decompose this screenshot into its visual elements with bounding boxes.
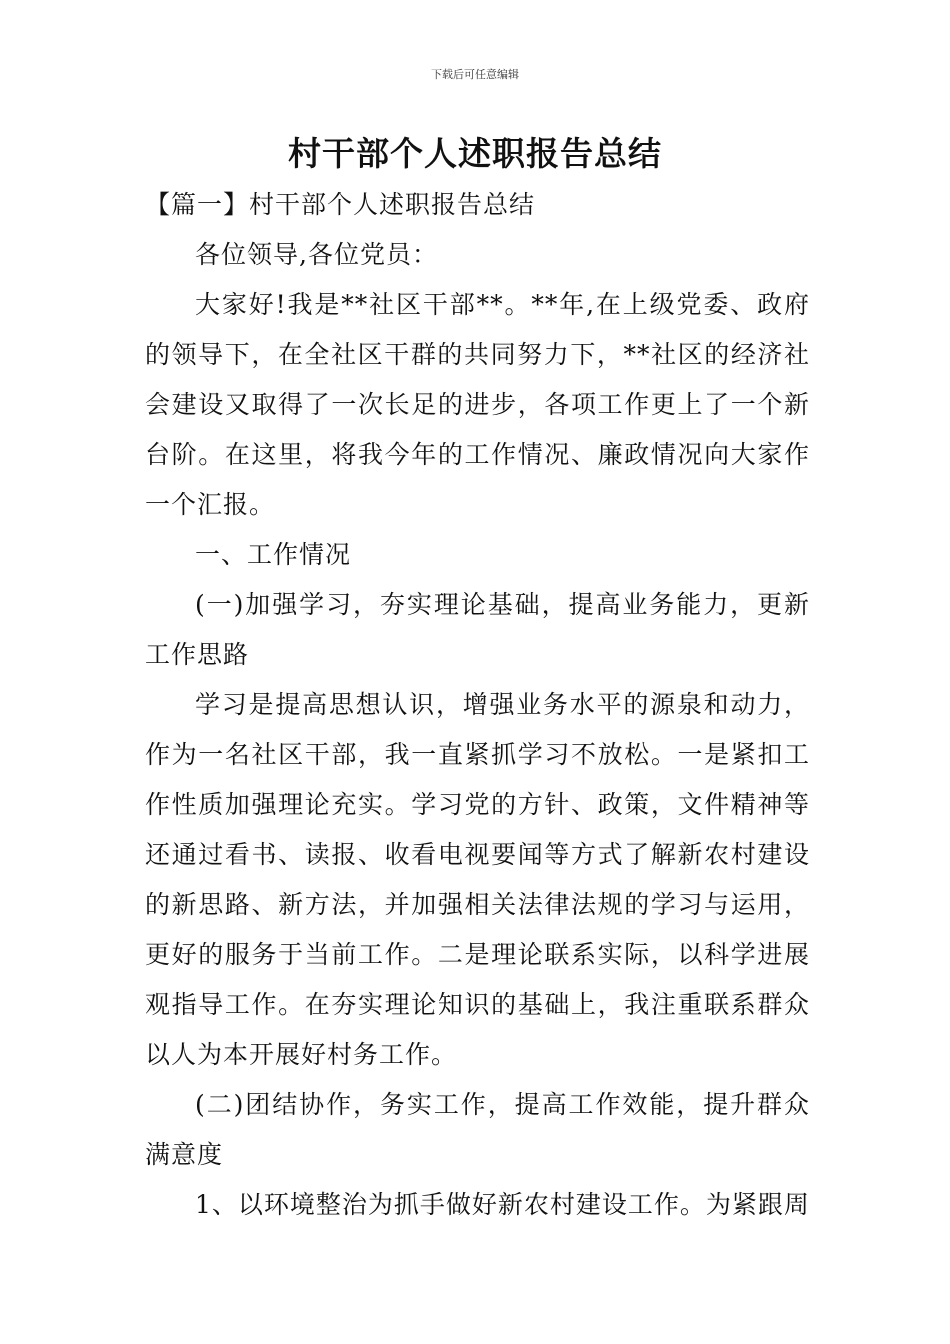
paragraph-intro: 大家好!我是**社区干部**。**年,在上级党委、政府的领导下，在全社区干群的共同努力下，**社区的经济社会建设又取得了一次长足的进步，各项工作更上了一个新台阶。在这里，将我今年的工作情况、廉政情况向大家作一个汇报。 <box>145 290 810 519</box>
subheading-study: (一)加强学习，夯实理论基础，提高业务能力，更新工作思路 <box>145 590 810 669</box>
section-heading: 【篇一】村干部个人述职报告总结 <box>145 190 536 219</box>
document-title: 村干部个人述职报告总结 <box>288 134 662 173</box>
paragraph-study: 学习是提高思想认识，增强业务水平的源泉和动力，作为一名社区干部，我一直紧抓学习不放松。一是紧扣工作性质加强理论充实。学习党的方针、政策，文件精神等还通过看书、读报、收看电视要闻等方式了解新农村建设的新思路、新方法，并加强相关法律法规的学习与运用，更好的服务于当前工作。二是理论联系实际，以科学进展观指导工作。在夯实理论知识的基础上，我注重联系群众以人为本开展好村务工作。 <box>145 690 810 1069</box>
paragraph-salutation: 各位领导,各位党员： <box>195 240 438 269</box>
document-body <box>145 180 810 1230</box>
paragraph-environment: 1、以环境整治为抓手做好新农村建设工作。为紧跟周 <box>195 1190 810 1219</box>
header-note: 下载后可任意编辑 <box>431 68 519 81</box>
subheading-teamwork: (二)团结协作，务实工作，提高工作效能，提升群众满意度 <box>145 1090 810 1169</box>
heading-work-situation: 一、工作情况 <box>195 540 352 569</box>
